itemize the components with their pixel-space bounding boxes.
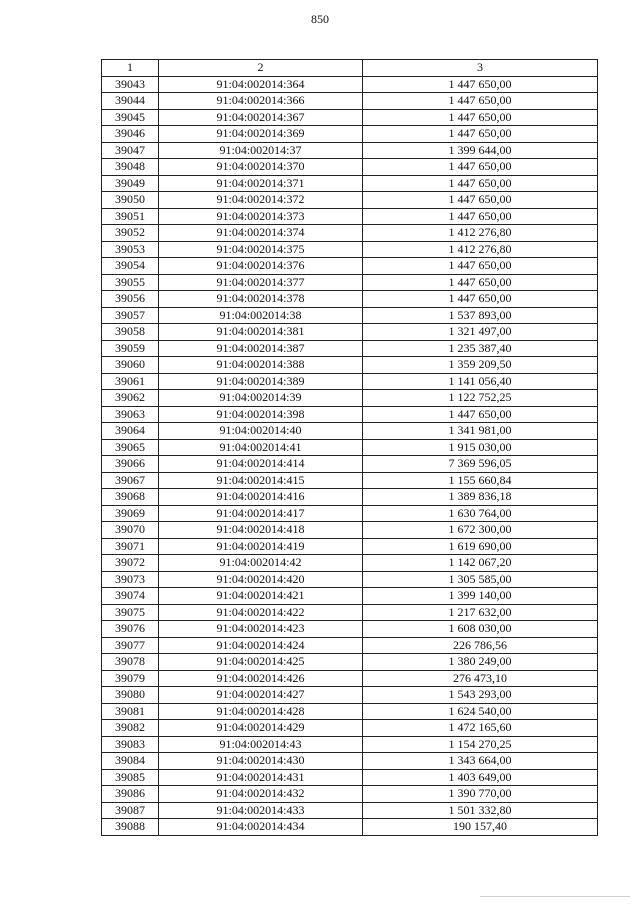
value-cell: 1 235 387,40 xyxy=(363,340,598,357)
row-number-cell: 39088 xyxy=(102,819,159,836)
cadastral-number-cell: 91:04:002014:425 xyxy=(159,654,363,671)
cadastral-number-cell: 91:04:002014:424 xyxy=(159,637,363,654)
table-row xyxy=(102,390,598,407)
row-number-cell: 39048 xyxy=(102,159,159,176)
table-row xyxy=(102,406,598,423)
row-number-cell: 39062 xyxy=(102,390,159,407)
table-row xyxy=(102,588,598,605)
table-row xyxy=(102,274,598,291)
cadastral-number-cell: 91:04:002014:427 xyxy=(159,687,363,704)
table-row xyxy=(102,357,598,374)
row-number-cell: 39071 xyxy=(102,538,159,555)
table-row xyxy=(102,670,598,687)
value-cell: 1 447 650,00 xyxy=(363,93,598,110)
cadastral-number-cell: 91:04:002014:429 xyxy=(159,720,363,737)
cadastral-number-cell: 91:04:002014:364 xyxy=(159,76,363,93)
cadastral-number-cell: 91:04:002014:418 xyxy=(159,522,363,539)
row-number-cell: 39075 xyxy=(102,604,159,621)
cadastral-number-cell: 91:04:002014:37 xyxy=(159,142,363,159)
row-number-cell: 39077 xyxy=(102,637,159,654)
value-cell: 1 501 332,80 xyxy=(363,802,598,819)
table-row xyxy=(102,225,598,242)
cadastral-number-cell: 91:04:002014:423 xyxy=(159,621,363,638)
row-number-cell: 39047 xyxy=(102,142,159,159)
row-number-cell: 39076 xyxy=(102,621,159,638)
value-cell: 190 157,40 xyxy=(363,819,598,836)
cadastral-number-cell: 91:04:002014:42 xyxy=(159,555,363,572)
table-row xyxy=(102,720,598,737)
table-row xyxy=(102,126,598,143)
cadastral-number-cell: 91:04:002014:388 xyxy=(159,357,363,374)
table-row xyxy=(102,736,598,753)
cadastral-number-cell: 91:04:002014:376 xyxy=(159,258,363,275)
row-number-cell: 39085 xyxy=(102,769,159,786)
table-row xyxy=(102,703,598,720)
table-row xyxy=(102,687,598,704)
row-number-cell: 39086 xyxy=(102,786,159,803)
row-number-cell: 39054 xyxy=(102,258,159,275)
cadastral-number-cell: 91:04:002014:369 xyxy=(159,126,363,143)
row-number-cell: 39066 xyxy=(102,456,159,473)
cadastral-number-cell: 91:04:002014:420 xyxy=(159,571,363,588)
value-cell: 1 389 836,18 xyxy=(363,489,598,506)
value-cell: 1 447 650,00 xyxy=(363,291,598,308)
table-row xyxy=(102,439,598,456)
table-row xyxy=(102,604,598,621)
table-row xyxy=(102,340,598,357)
table-row xyxy=(102,192,598,209)
row-number-cell: 39065 xyxy=(102,439,159,456)
cadastral-number-cell: 91:04:002014:374 xyxy=(159,225,363,242)
cadastral-number-cell: 91:04:002014:39 xyxy=(159,390,363,407)
table-row xyxy=(102,753,598,770)
value-cell: 1 447 650,00 xyxy=(363,126,598,143)
value-cell: 1 447 650,00 xyxy=(363,159,598,176)
column-header-1: 1 xyxy=(102,60,159,77)
table-row xyxy=(102,291,598,308)
table-row xyxy=(102,621,598,638)
cadastral-number-cell: 91:04:002014:377 xyxy=(159,274,363,291)
table-row xyxy=(102,802,598,819)
cadastral-number-cell: 91:04:002014:421 xyxy=(159,588,363,605)
cadastral-number-cell: 91:04:002014:370 xyxy=(159,159,363,176)
value-cell: 1 403 649,00 xyxy=(363,769,598,786)
cadastral-number-cell: 91:04:002014:415 xyxy=(159,472,363,489)
cadastral-number-cell: 91:04:002014:371 xyxy=(159,175,363,192)
scan-edge-line xyxy=(480,896,630,897)
row-number-cell: 39072 xyxy=(102,555,159,572)
value-cell: 1 154 270,25 xyxy=(363,736,598,753)
value-cell: 1 447 650,00 xyxy=(363,76,598,93)
value-cell: 7 369 596,05 xyxy=(363,456,598,473)
column-header-3: 3 xyxy=(363,60,598,77)
value-cell: 1 399 140,00 xyxy=(363,588,598,605)
value-cell: 1 321 497,00 xyxy=(363,324,598,341)
row-number-cell: 39044 xyxy=(102,93,159,110)
cadastral-number-cell: 91:04:002014:387 xyxy=(159,340,363,357)
row-number-cell: 39087 xyxy=(102,802,159,819)
table-row xyxy=(102,109,598,126)
cadastral-number-cell: 91:04:002014:428 xyxy=(159,703,363,720)
cadastral-number-cell: 91:04:002014:416 xyxy=(159,489,363,506)
table-row xyxy=(102,373,598,390)
row-number-cell: 39078 xyxy=(102,654,159,671)
row-number-cell: 39069 xyxy=(102,505,159,522)
table-row xyxy=(102,142,598,159)
row-number-cell: 39068 xyxy=(102,489,159,506)
value-cell: 1 447 650,00 xyxy=(363,406,598,423)
value-cell: 1 390 770,00 xyxy=(363,786,598,803)
table-row xyxy=(102,637,598,654)
row-number-cell: 39049 xyxy=(102,175,159,192)
cadastral-number-cell: 91:04:002014:366 xyxy=(159,93,363,110)
table-row xyxy=(102,786,598,803)
registry-table xyxy=(101,59,598,836)
cadastral-number-cell: 91:04:002014:375 xyxy=(159,241,363,258)
value-cell: 1 447 650,00 xyxy=(363,274,598,291)
table-row xyxy=(102,654,598,671)
cadastral-number-cell: 91:04:002014:434 xyxy=(159,819,363,836)
cadastral-number-cell: 91:04:002014:417 xyxy=(159,505,363,522)
value-cell: 1 343 664,00 xyxy=(363,753,598,770)
value-cell: 1 141 056,40 xyxy=(363,373,598,390)
row-number-cell: 39053 xyxy=(102,241,159,258)
row-number-cell: 39079 xyxy=(102,670,159,687)
cadastral-number-cell: 91:04:002014:373 xyxy=(159,208,363,225)
value-cell: 226 786,56 xyxy=(363,637,598,654)
row-number-cell: 39081 xyxy=(102,703,159,720)
value-cell: 1 380 249,00 xyxy=(363,654,598,671)
row-number-cell: 39064 xyxy=(102,423,159,440)
cadastral-number-cell: 91:04:002014:398 xyxy=(159,406,363,423)
row-number-cell: 39045 xyxy=(102,109,159,126)
value-cell: 1 399 644,00 xyxy=(363,142,598,159)
cadastral-number-cell: 91:04:002014:43 xyxy=(159,736,363,753)
value-cell: 1 543 293,00 xyxy=(363,687,598,704)
value-cell: 1 305 585,00 xyxy=(363,571,598,588)
table-row xyxy=(102,208,598,225)
cadastral-number-cell: 91:04:002014:381 xyxy=(159,324,363,341)
cadastral-number-cell: 91:04:002014:378 xyxy=(159,291,363,308)
row-number-cell: 39051 xyxy=(102,208,159,225)
cadastral-number-cell: 91:04:002014:414 xyxy=(159,456,363,473)
cadastral-number-cell: 91:04:002014:422 xyxy=(159,604,363,621)
row-number-cell: 39057 xyxy=(102,307,159,324)
value-cell: 1 608 030,00 xyxy=(363,621,598,638)
table-row xyxy=(102,307,598,324)
cadastral-number-cell: 91:04:002014:41 xyxy=(159,439,363,456)
row-number-cell: 39067 xyxy=(102,472,159,489)
row-number-cell: 39074 xyxy=(102,588,159,605)
cadastral-number-cell: 91:04:002014:432 xyxy=(159,786,363,803)
value-cell: 1 447 650,00 xyxy=(363,109,598,126)
row-number-cell: 39084 xyxy=(102,753,159,770)
cadastral-number-cell: 91:04:002014:372 xyxy=(159,192,363,209)
row-number-cell: 39082 xyxy=(102,720,159,737)
value-cell: 1 447 650,00 xyxy=(363,192,598,209)
table-row xyxy=(102,819,598,836)
value-cell: 1 412 276,80 xyxy=(363,241,598,258)
table-row xyxy=(102,505,598,522)
cadastral-number-cell: 91:04:002014:430 xyxy=(159,753,363,770)
value-cell: 276 473,10 xyxy=(363,670,598,687)
value-cell: 1 341 981,00 xyxy=(363,423,598,440)
cadastral-number-cell: 91:04:002014:367 xyxy=(159,109,363,126)
table-row xyxy=(102,489,598,506)
table-row xyxy=(102,472,598,489)
table-row xyxy=(102,456,598,473)
cadastral-number-cell: 91:04:002014:431 xyxy=(159,769,363,786)
value-cell: 1 122 752,25 xyxy=(363,390,598,407)
value-cell: 1 624 540,00 xyxy=(363,703,598,720)
value-cell: 1 915 030,00 xyxy=(363,439,598,456)
table-row xyxy=(102,93,598,110)
table-row xyxy=(102,538,598,555)
row-number-cell: 39046 xyxy=(102,126,159,143)
table-row xyxy=(102,324,598,341)
page-number: 850 xyxy=(311,12,329,26)
value-cell: 1 630 764,00 xyxy=(363,505,598,522)
table-header-row xyxy=(102,60,598,77)
table-row xyxy=(102,258,598,275)
value-cell: 1 412 276,80 xyxy=(363,225,598,242)
row-number-cell: 39061 xyxy=(102,373,159,390)
cadastral-number-cell: 91:04:002014:419 xyxy=(159,538,363,555)
column-header-2: 2 xyxy=(159,60,363,77)
value-cell: 1 447 650,00 xyxy=(363,208,598,225)
value-cell: 1 619 690,00 xyxy=(363,538,598,555)
row-number-cell: 39070 xyxy=(102,522,159,539)
row-number-cell: 39058 xyxy=(102,324,159,341)
table-row xyxy=(102,555,598,572)
value-cell: 1 155 660,84 xyxy=(363,472,598,489)
table-row xyxy=(102,241,598,258)
table-body xyxy=(102,76,598,835)
value-cell: 1 142 067,20 xyxy=(363,555,598,572)
value-cell: 1 447 650,00 xyxy=(363,258,598,275)
value-cell: 1 359 209,50 xyxy=(363,357,598,374)
row-number-cell: 39050 xyxy=(102,192,159,209)
table-row xyxy=(102,423,598,440)
row-number-cell: 39055 xyxy=(102,274,159,291)
value-cell: 1 472 165,60 xyxy=(363,720,598,737)
row-number-cell: 39083 xyxy=(102,736,159,753)
table-row xyxy=(102,76,598,93)
row-number-cell: 39052 xyxy=(102,225,159,242)
value-cell: 1 672 300,00 xyxy=(363,522,598,539)
row-number-cell: 39060 xyxy=(102,357,159,374)
table-row xyxy=(102,769,598,786)
cadastral-number-cell: 91:04:002014:389 xyxy=(159,373,363,390)
row-number-cell: 39059 xyxy=(102,340,159,357)
table-row xyxy=(102,522,598,539)
table-row xyxy=(102,175,598,192)
cadastral-number-cell: 91:04:002014:40 xyxy=(159,423,363,440)
cadastral-number-cell: 91:04:002014:433 xyxy=(159,802,363,819)
value-cell: 1 447 650,00 xyxy=(363,175,598,192)
value-cell: 1 537 893,00 xyxy=(363,307,598,324)
cadastral-number-cell: 91:04:002014:38 xyxy=(159,307,363,324)
table-row xyxy=(102,159,598,176)
row-number-cell: 39080 xyxy=(102,687,159,704)
table-row xyxy=(102,571,598,588)
row-number-cell: 39073 xyxy=(102,571,159,588)
row-number-cell: 39056 xyxy=(102,291,159,308)
cadastral-number-cell: 91:04:002014:426 xyxy=(159,670,363,687)
value-cell: 1 217 632,00 xyxy=(363,604,598,621)
row-number-cell: 39043 xyxy=(102,76,159,93)
row-number-cell: 39063 xyxy=(102,406,159,423)
